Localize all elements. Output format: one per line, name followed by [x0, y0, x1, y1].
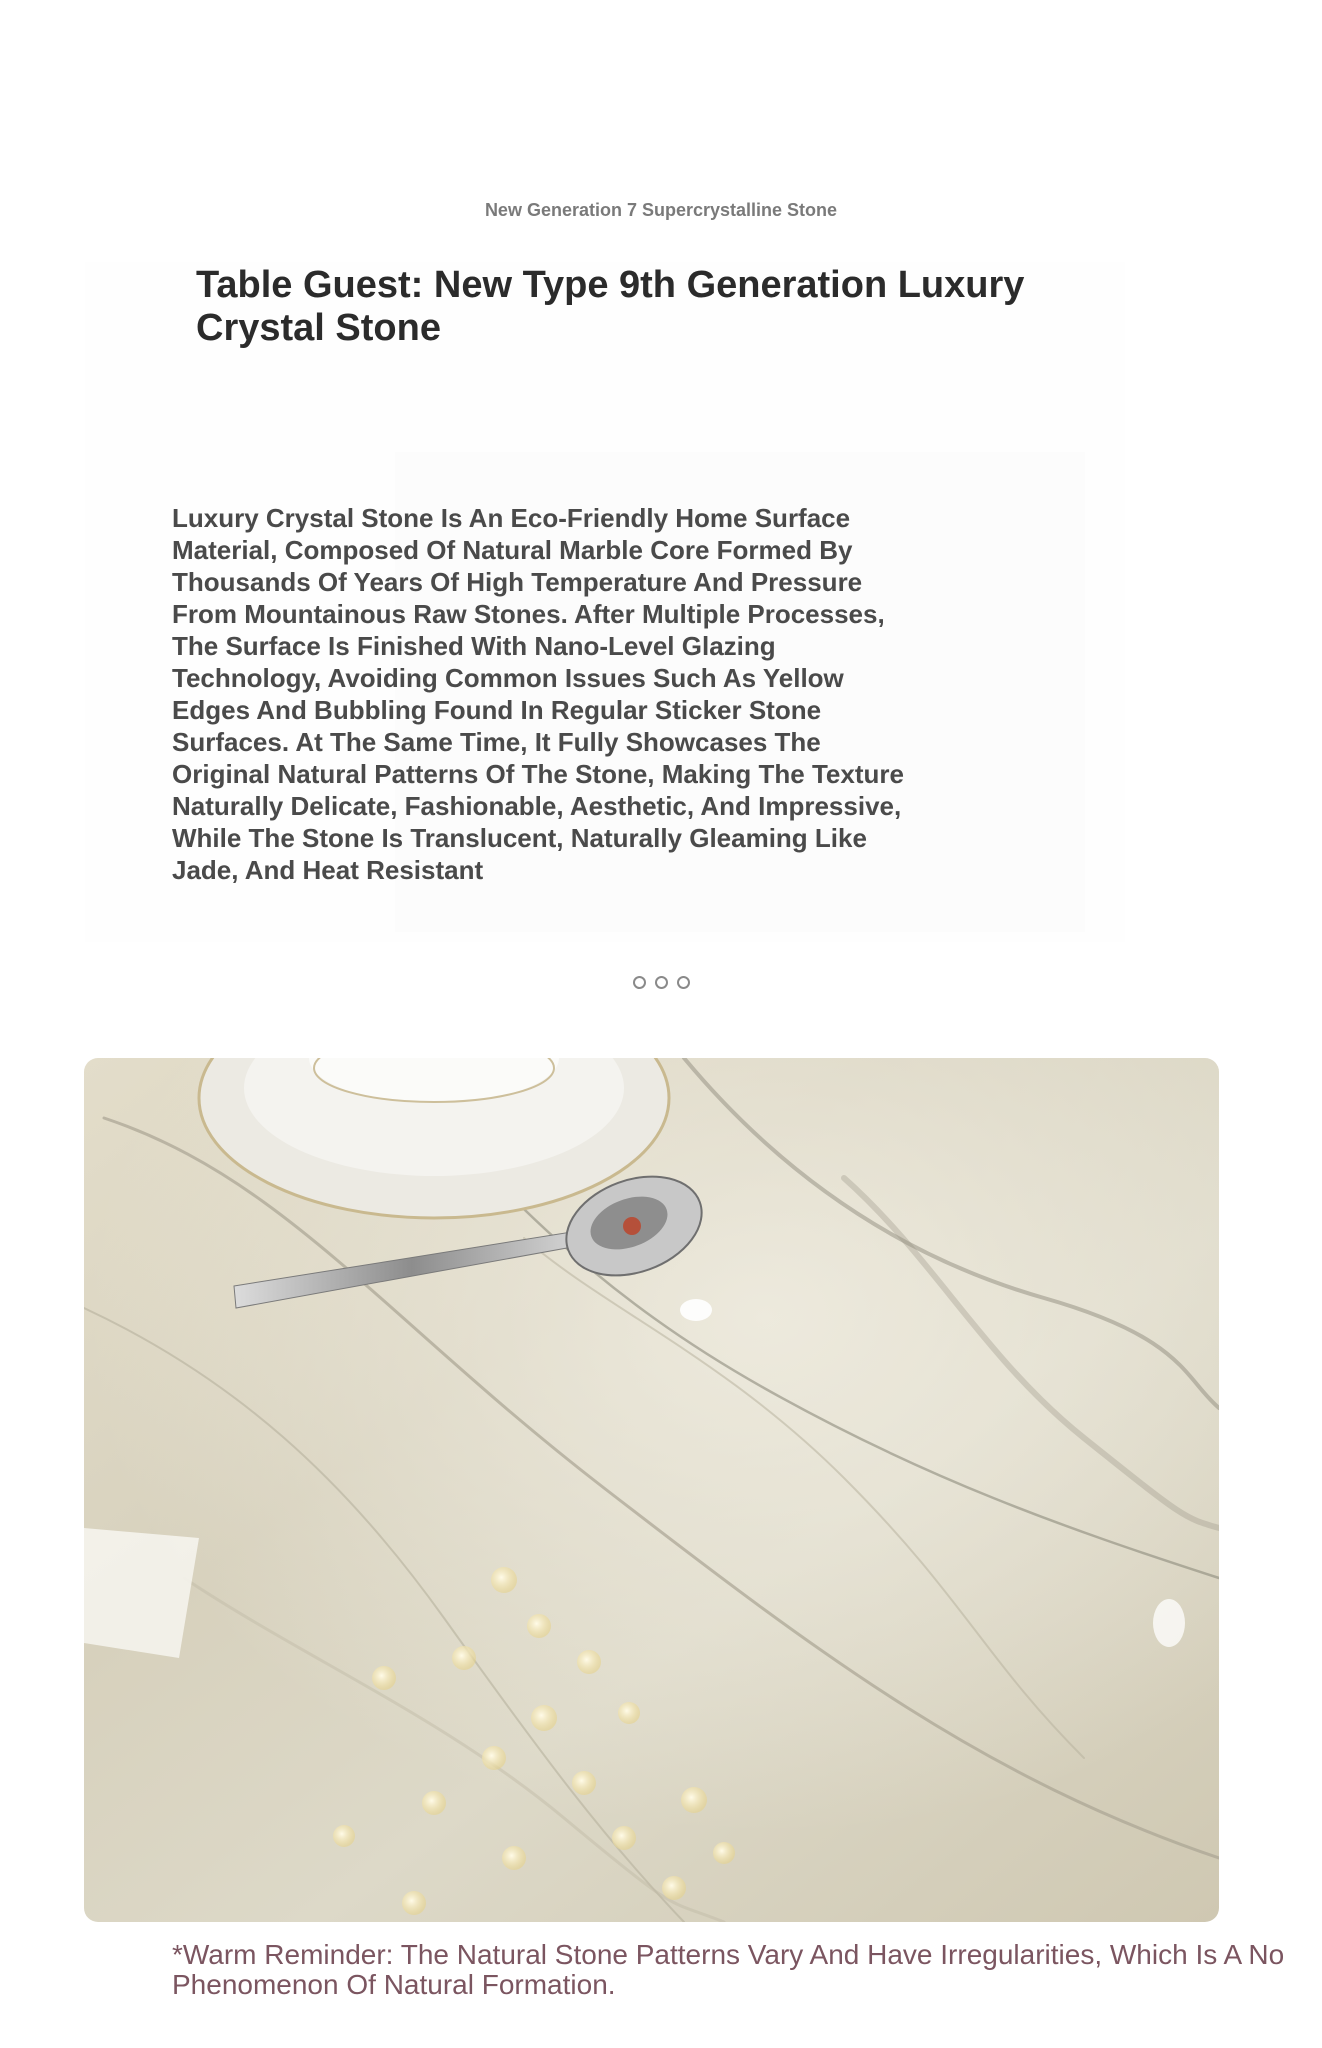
- section-label: New Generation 7 Supercrystalline Stone: [484, 200, 838, 220]
- carousel-dot-2[interactable]: [655, 976, 668, 989]
- carousel-dot-1[interactable]: [633, 976, 646, 989]
- page-title: Table Guest: New Type 9th Generation Luxury Crystal Stone: [196, 264, 1025, 349]
- warm-reminder-line-2: Phenomenon Of Natural Formation.: [172, 1969, 616, 2000]
- warm-reminder-line-1: *Warm Reminder: The Natural Stone Patterns Vary And Have Irregularities, Which Is A No: [172, 1940, 1285, 1970]
- product-description: Luxury Crystal Stone Is An Eco-Friendly Home Surface Material, Composed Of Natural Marble Core Formed By Thousands Of Years Of High Temperature And Pressure From Mountainous Raw Stones. After Multiple Processes, The Surface Is Finished With Nano-Level Glazing Technology, Avoiding Common Issues Such As Yellow Edges And Bubbling Found In Regular Sticker Stone Surfaces. At The Same Time, It Fully Showcases The Original Natural Patterns Of The Stone, Making The Texture Naturally Delicate, Fashionable, Aesthetic, And Impressive, While The Stone Is Translucent, Naturally Gleaming Like Jade, And Heat Resistant: [172, 503, 904, 885]
- carousel-dots: [0, 976, 1322, 989]
- marble-table-photo: [84, 1058, 1219, 1922]
- carousel-dot-3[interactable]: [677, 976, 690, 989]
- warm-reminder: [172, 1940, 1322, 2000]
